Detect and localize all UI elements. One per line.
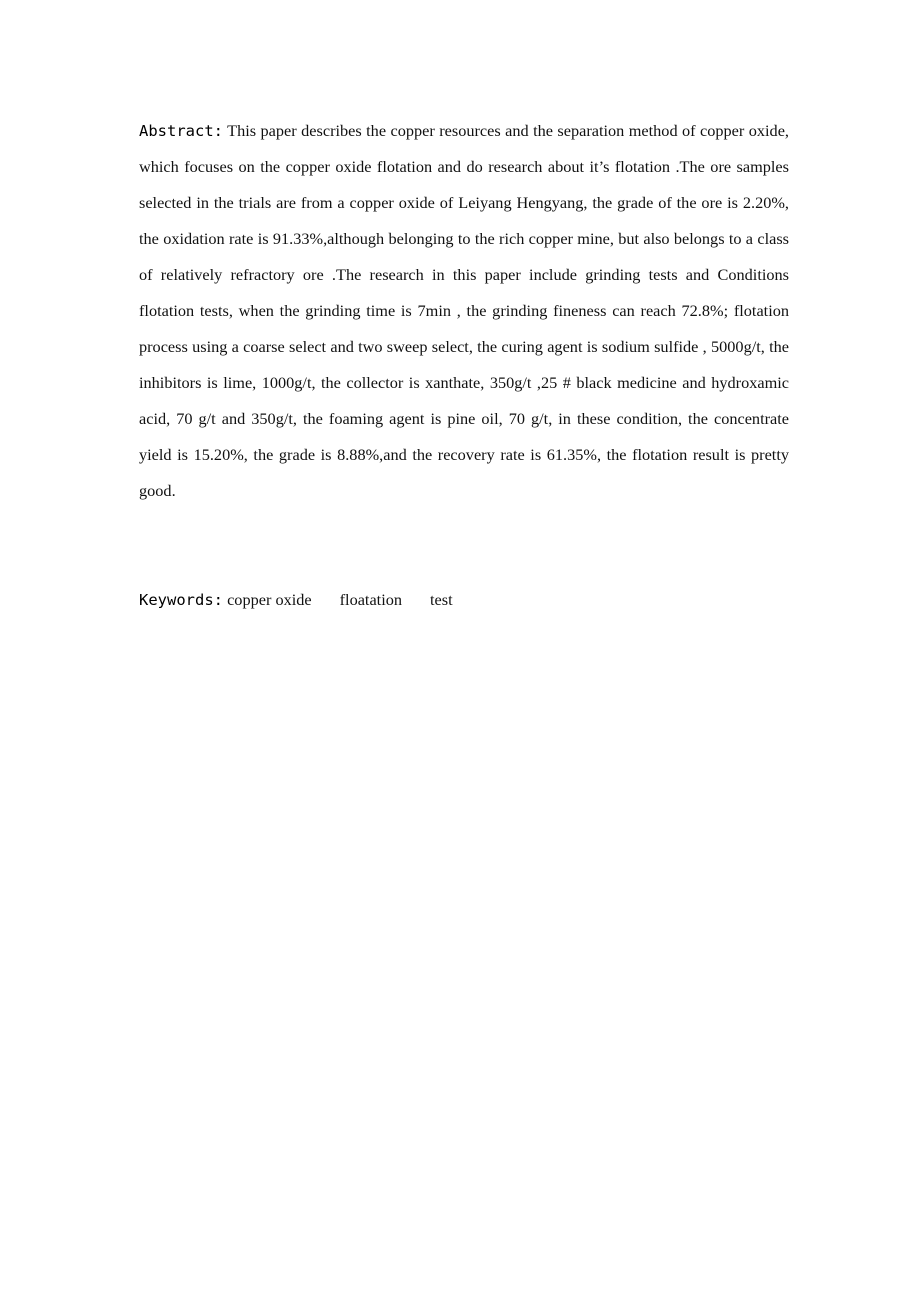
keyword-item: floatation	[339, 590, 403, 609]
keywords-line	[139, 585, 789, 615]
keywords-label: Keywords:	[139, 591, 223, 609]
keyword-item: copper oxide	[227, 590, 312, 609]
abstract-label: Abstract:	[139, 122, 223, 140]
abstract-paragraph	[139, 113, 789, 509]
keyword-item: test	[430, 590, 453, 609]
abstract-text: This paper describes the copper resources and the separation method of copper oxide, which focuses on the copper oxide flotation and do research about it’s flotation .The ore samples selected in the trials are from a copper oxide of Leiyang Hengyang, the grade of the ore is 2.20%, the oxidation rate is 91.33%,although belonging to the rich copper mine, but also belongs to a class of relatively refractory ore .The research in this paper include grinding tests and Conditions flotation tests, when the grinding time is 7min , the grinding fineness can reach 72.8%; flotation process using a coarse select and two sweep select, the curing agent is sodium sulfide , 5000g/t, the inhibitors is lime, 1000g/t, the collector is xanthate, 350g/t ,25 # black medicine and hydroxamic acid, 70 g/t and 350g/t, the foaming agent is pine oil, 70 g/t, in these condition, the concentrate yield is 15.20%, the grade is 8.88%,and the recovery rate is 61.35%, the flotation result is pretty good.	[139, 121, 789, 500]
